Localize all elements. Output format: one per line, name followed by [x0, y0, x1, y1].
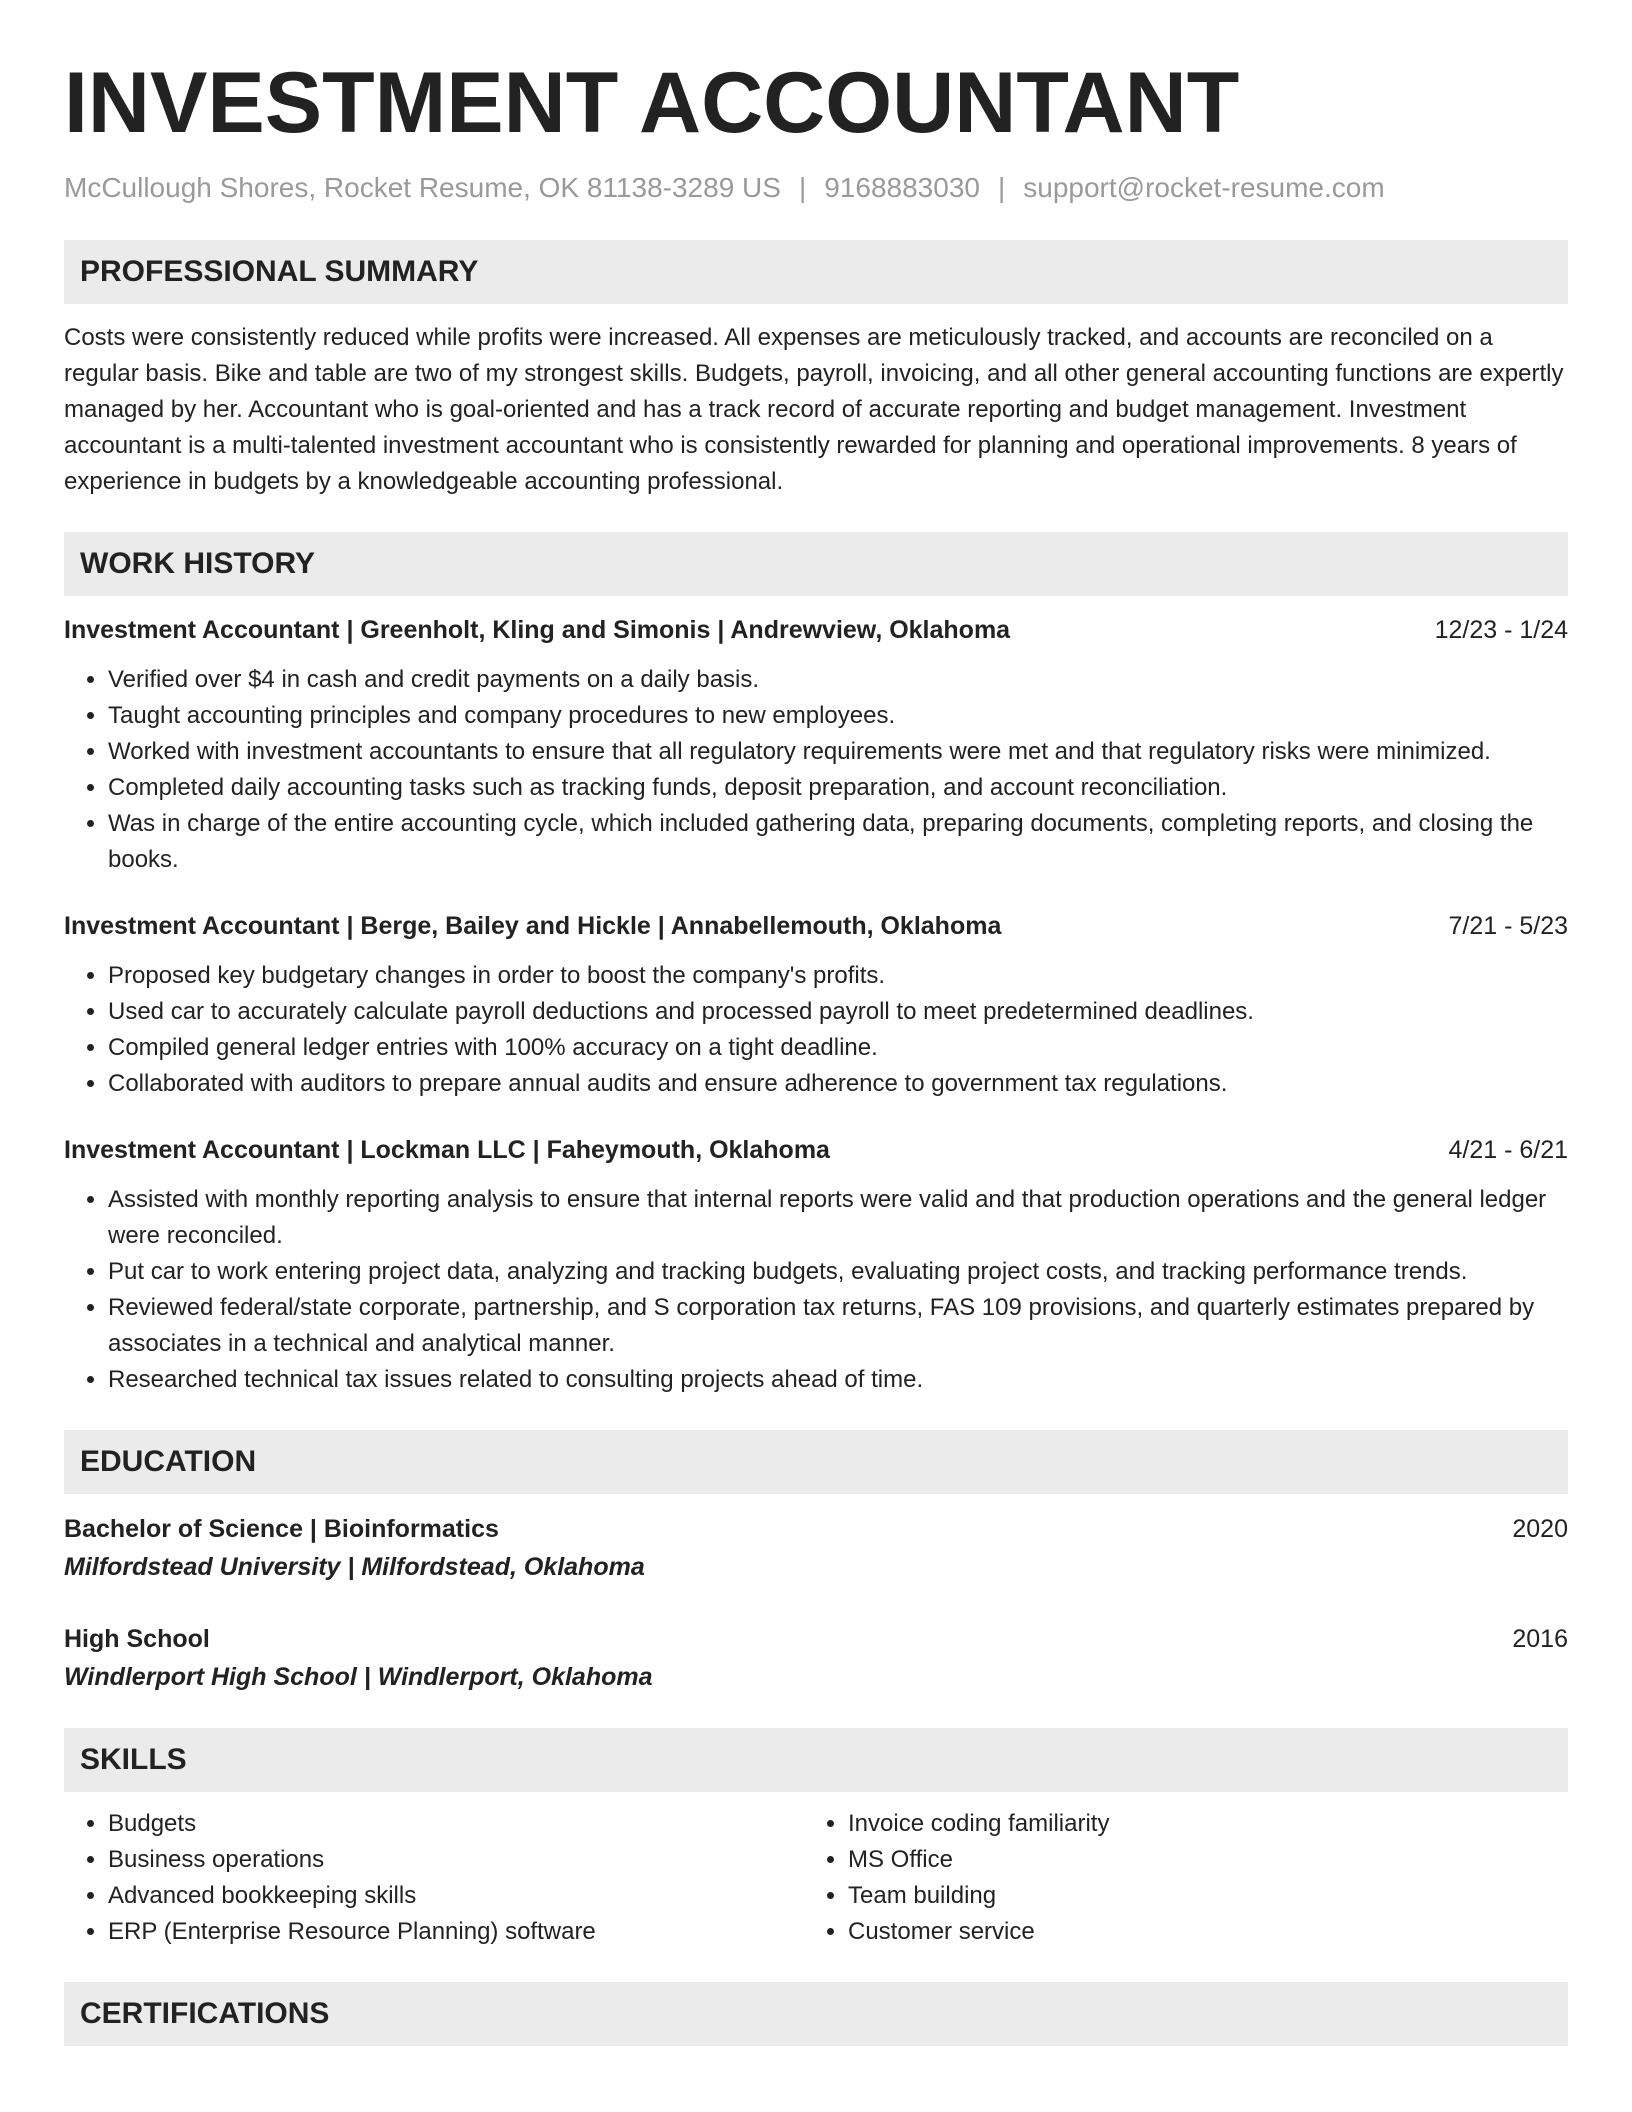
contact-separator: |: [798, 172, 807, 203]
education-year: 2016: [1512, 1625, 1568, 1653]
job-date: 12/23 - 1/24: [1434, 616, 1568, 644]
section-heading-education: EDUCATION: [64, 1430, 1568, 1494]
skills-list: [64, 1806, 1568, 1950]
education-entry: [64, 1510, 1568, 1586]
job-entry: [64, 908, 1568, 1102]
job-bullet: • Put car to work entering project data, analyzing and tracking budgets, evaluating project costs, and tracking performance trends.: [108, 1254, 1568, 1290]
education-entry: [64, 1620, 1568, 1696]
job-bullet: • Collaborated with auditors to prepare annual audits and ensure adherence to government tax regulations.: [108, 1066, 1568, 1102]
skill-item: • Business operations: [108, 1842, 804, 1878]
skill-item: • Invoice coding familiarity: [848, 1806, 1544, 1842]
contact-email: support@rocket-resume.com: [1023, 172, 1385, 203]
job-bullet: • Worked with investment accountants to ensure that all regulatory requirements were met and that regulatory risks were minimized.: [108, 734, 1568, 770]
job-title: Investment Accountant | Berge, Bailey and Hickle | Annabellemouth, Oklahoma: [64, 912, 1002, 940]
education-school: Windlerport High School | Windlerport, Oklahoma: [64, 1663, 653, 1691]
section-heading-certifications: CERTIFICATIONS: [64, 1982, 1568, 2046]
contact-phone: 9168883030: [824, 172, 980, 203]
skill-item: • Budgets: [108, 1806, 804, 1842]
section-heading-skills: SKILLS: [64, 1728, 1568, 1792]
summary-text: Costs were consistently reduced while profits were increased. All expenses are meticulously tracked, and accounts are reconciled on a regular basis. Bike and table are two of my strongest skills. Budgets, payroll, invoicing, and all other general accounting functions are expertly managed by her. Accountant who is goal-oriented and has a track record of accurate reporting and budget management. Investment accountant is a multi-talented investment accountant who is consistently rewarded for planning and operational improvements. 8 years of experience in budgets by a knowledgeable accounting professional.: [64, 324, 1564, 495]
job-bullets: [64, 958, 1568, 1102]
contact-separator: |: [997, 172, 1006, 203]
job-title: Investment Accountant | Greenholt, Kling and Simonis | Andrewview, Oklahoma: [64, 616, 1011, 644]
education-school: Milfordstead University | Milfordstead, Oklahoma: [64, 1553, 645, 1581]
job-bullet: • Researched technical tax issues related to consulting projects ahead of time.: [108, 1362, 1568, 1398]
skills-column-right: [804, 1806, 1544, 1950]
skill-item: • Advanced bookkeeping skills: [108, 1878, 804, 1914]
education-year: 2020: [1512, 1515, 1568, 1543]
job-bullet: • Assisted with monthly reporting analysis to ensure that internal reports were valid and that production operations and the general ledger were reconciled.: [108, 1182, 1568, 1254]
job-bullet: • Used car to accurately calculate payroll deductions and processed payroll to meet predetermined deadlines.: [108, 994, 1568, 1030]
job-bullet: • Taught accounting principles and company procedures to new employees.: [108, 698, 1568, 734]
job-bullet: • Was in charge of the entire accounting cycle, which included gathering data, preparing documents, completing reports, and closing the books.: [108, 806, 1568, 878]
skill-item: • MS Office: [848, 1842, 1544, 1878]
job-bullet: • Completed daily accounting tasks such as tracking funds, deposit preparation, and account reconciliation.: [108, 770, 1568, 806]
job-title: Investment Accountant | Lockman LLC | Faheymouth, Oklahoma: [64, 1136, 830, 1164]
section-heading-summary: PROFESSIONAL SUMMARY: [64, 240, 1568, 304]
job-date: 4/21 - 6/21: [1448, 1136, 1568, 1164]
job-entry: [64, 1132, 1568, 1398]
job-bullet: • Reviewed federal/state corporate, partnership, and S corporation tax returns, FAS 109 provisions, and quarterly estimates prepared by associates in a technical and analytical manner.: [108, 1290, 1568, 1362]
job-date: 7/21 - 5/23: [1448, 912, 1568, 940]
section-heading-work-history: WORK HISTORY: [64, 532, 1568, 596]
contact-address: McCullough Shores, Rocket Resume, OK 81138-3289 US: [64, 172, 781, 203]
job-bullet: • Proposed key budgetary changes in order to boost the company's profits.: [108, 958, 1568, 994]
skill-item: • Team building: [848, 1878, 1544, 1914]
skill-item: • ERP (Enterprise Resource Planning) software: [108, 1914, 804, 1950]
education-degree: High School: [64, 1625, 210, 1653]
job-bullet: • Compiled general ledger entries with 100% accuracy on a tight deadline.: [108, 1030, 1568, 1066]
skills-column-left: [64, 1806, 804, 1950]
job-bullets: [64, 662, 1568, 878]
candidate-name: INVESTMENT ACCOUNTANT: [64, 55, 1240, 151]
contact-line: [64, 172, 1568, 204]
job-bullets: [64, 1182, 1568, 1398]
job-entry: [64, 612, 1568, 878]
education-degree: Bachelor of Science | Bioinformatics: [64, 1515, 499, 1543]
job-bullet: • Verified over $4 in cash and credit payments on a daily basis.: [108, 662, 1568, 698]
skill-item: • Customer service: [848, 1914, 1544, 1950]
